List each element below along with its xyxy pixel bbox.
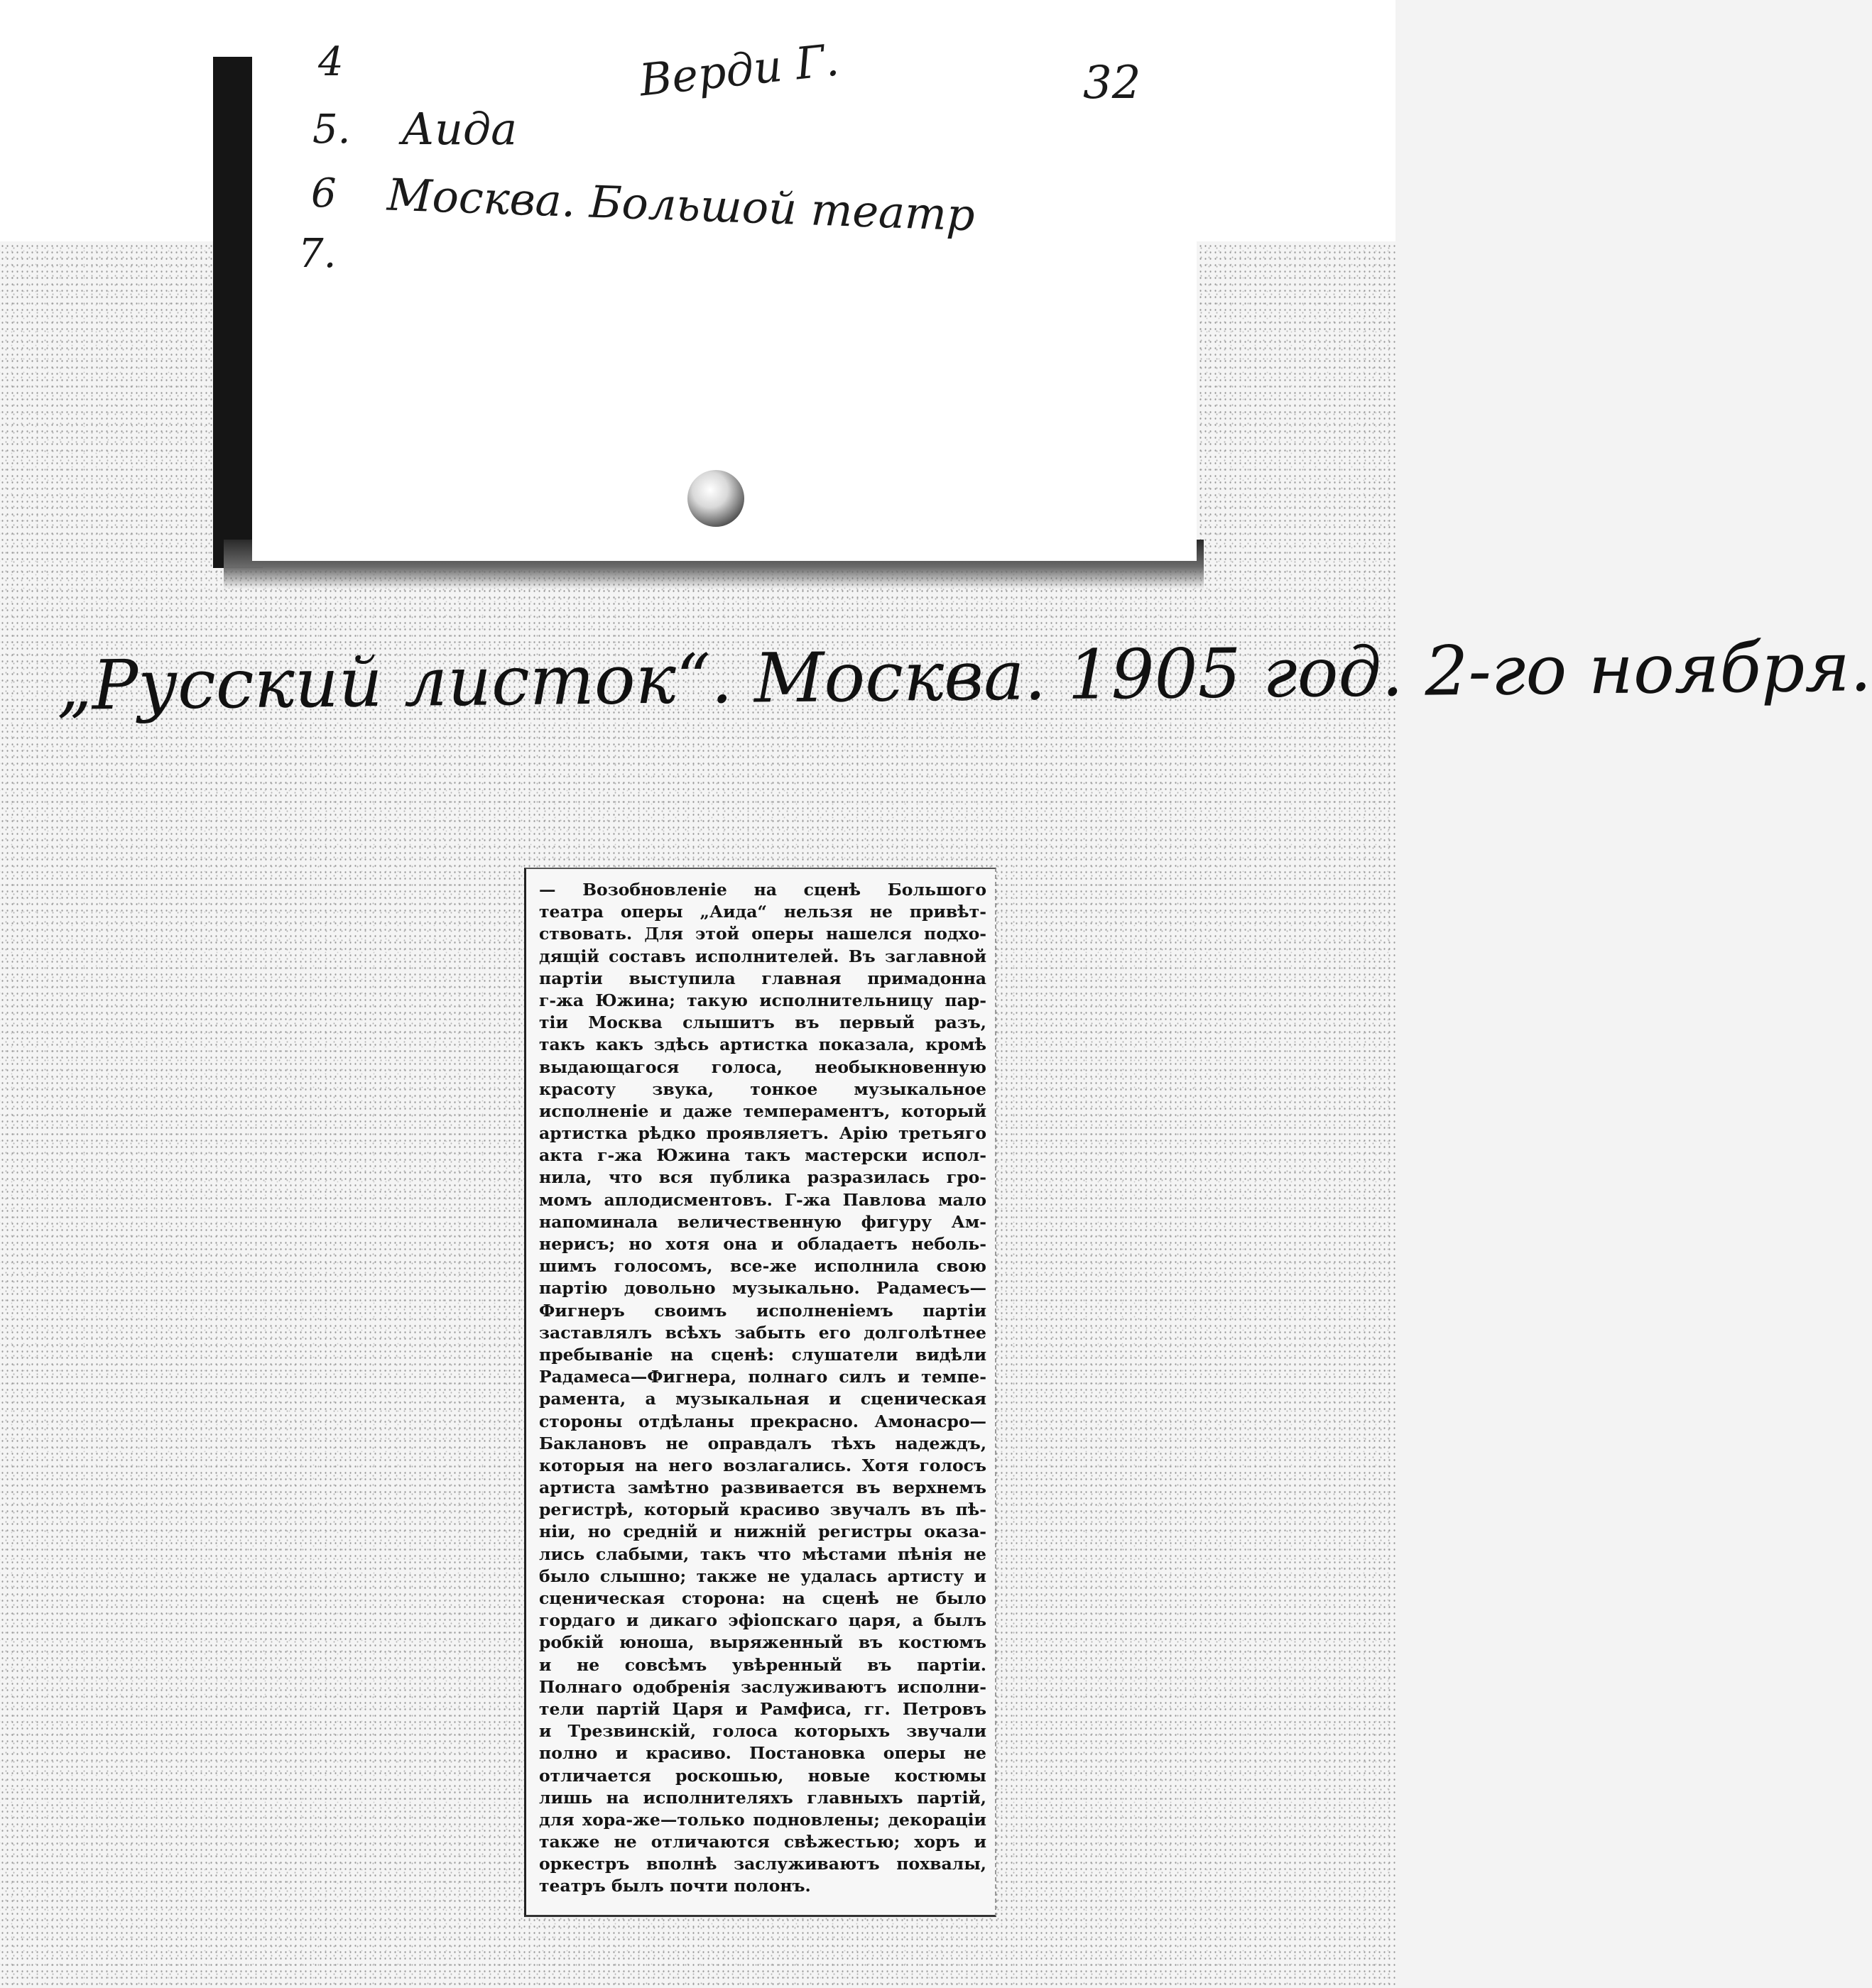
source-note: „Русский листок“. Москва. 1905 год. 2-го ноября. xyxy=(56,627,1872,726)
article-line: Баклановъ не оправдалъ тѣхъ надеждъ, xyxy=(539,1433,986,1453)
article-line: выдающагося голоса, необыкновенную xyxy=(539,1056,986,1077)
article-line: исполненіе и даже темпераментъ, который xyxy=(539,1100,986,1121)
article-line: было слышно; также не удалась артисту и xyxy=(539,1566,986,1586)
article-line: регистрѣ, который красиво звучалъ въ пѣ- xyxy=(539,1500,986,1520)
article-line: которыя на него возлагались. Хотя голосъ xyxy=(539,1455,986,1475)
article-line: г-жа Южина; такую исполнительницу пар- xyxy=(539,990,986,1010)
article-line: напоминала величественную фигуру Ам- xyxy=(539,1211,986,1232)
article-line: — Возобновленіе на сценѣ Большого xyxy=(539,880,986,900)
article-line: красоту звука, тонкое музыкальное xyxy=(539,1078,986,1099)
article-line: Полнаго одобренія заслуживаютъ исполни- xyxy=(539,1676,986,1697)
card-opera-title: Аида xyxy=(401,103,518,155)
article-line: оркестръ вполнѣ заслуживаютъ похвалы, xyxy=(539,1854,986,1874)
card-page-number: 32 xyxy=(1083,57,1141,109)
article-line: партію довольно музыкально. Радамесъ— xyxy=(539,1278,986,1299)
article-line: стороны отдѣланы прекрасно. Амонасро— xyxy=(539,1411,986,1431)
card-line-number: 4 xyxy=(318,39,344,85)
card-composer: Верди Г. xyxy=(636,33,842,106)
article-line: артиста замѣтно развивается въ верхнемъ xyxy=(539,1478,986,1498)
article-line: такъ какъ здѣсь артистка показала, кромѣ xyxy=(539,1034,986,1055)
article-line: также не отличаются свѣжестью; хоръ и xyxy=(539,1832,986,1852)
article-line: артистка рѣдко проявляетъ. Арію третьяго xyxy=(539,1123,986,1144)
article-line: театра оперы „Аида“ нельзя не привѣт- xyxy=(539,902,986,922)
article-line: заставлялъ всѣхъ забыть его долголѣтнее xyxy=(539,1322,986,1343)
article-line: гордаго и дикаго эфіопскаго царя, а былъ xyxy=(539,1610,986,1631)
article-line: сценическая сторона: на сценѣ не было xyxy=(539,1588,986,1608)
card-line-number: 6 xyxy=(311,170,337,217)
article-line: лишь на исполнителяхъ главныхъ партій, xyxy=(539,1787,986,1808)
article-line: отличается роскошью, новые костюмы xyxy=(539,1765,986,1786)
article-line: робкій юноша, выряженный въ костюмъ xyxy=(539,1632,986,1653)
article-line: для хора-же—только подновлены; декораціи xyxy=(539,1809,986,1830)
card-line-number: 5. xyxy=(312,106,351,153)
article-line: акта г-жа Южина такъ мастерски испол- xyxy=(539,1145,986,1166)
punch-hole-icon xyxy=(687,470,744,527)
article-line: момъ аплодисментовъ. Г-жа Павлова мало xyxy=(539,1189,986,1210)
article-line: рамента, а музыкальная и сценическая xyxy=(539,1389,986,1409)
article-line: пребываніе на сценѣ: слушатели видѣли xyxy=(539,1344,986,1365)
article-line: Фигнеръ своимъ исполненіемъ партіи xyxy=(539,1300,986,1321)
article-line: театръ былъ почти полонъ. xyxy=(539,1876,811,1896)
article-line: и не совсѣмъ увѣренный въ партіи. xyxy=(539,1654,986,1675)
article-line: Радамеса—Фигнера, полнаго силъ и темпе- xyxy=(539,1367,986,1387)
article-line: дящій составъ исполнителей. Въ заглавной xyxy=(539,946,986,966)
article-line: полно и красиво. Постановка оперы не xyxy=(539,1743,986,1764)
article-line: лись слабыми, такъ что мѣстами пѣнія не xyxy=(539,1544,986,1564)
article-line: тіи Москва слышитъ въ первый разъ, xyxy=(539,1012,986,1033)
article-line: ніи, но средній и нижній регистры оказа- xyxy=(539,1522,986,1542)
newspaper-clipping xyxy=(524,868,996,1917)
article-line: партіи выступила главная примадонна xyxy=(539,968,986,988)
article-line: ствовать. Для этой оперы нашелся подхо- xyxy=(539,924,986,944)
card-line-number: 7. xyxy=(298,231,337,277)
article-line: шимъ голосомъ, все-же исполнила свою xyxy=(539,1256,986,1277)
card-venue: Москва. Большой театр xyxy=(386,168,976,241)
article-line: нила, что вся публика разразилась гро- xyxy=(539,1167,986,1188)
article-line: нерисъ; но хотя она и обладаетъ неболь- xyxy=(539,1234,986,1254)
article-line: и Трезвинскій, голоса которыхъ звучали xyxy=(539,1721,986,1742)
article-line: тели партій Царя и Рамфиса, гг. Петровъ xyxy=(539,1698,986,1719)
